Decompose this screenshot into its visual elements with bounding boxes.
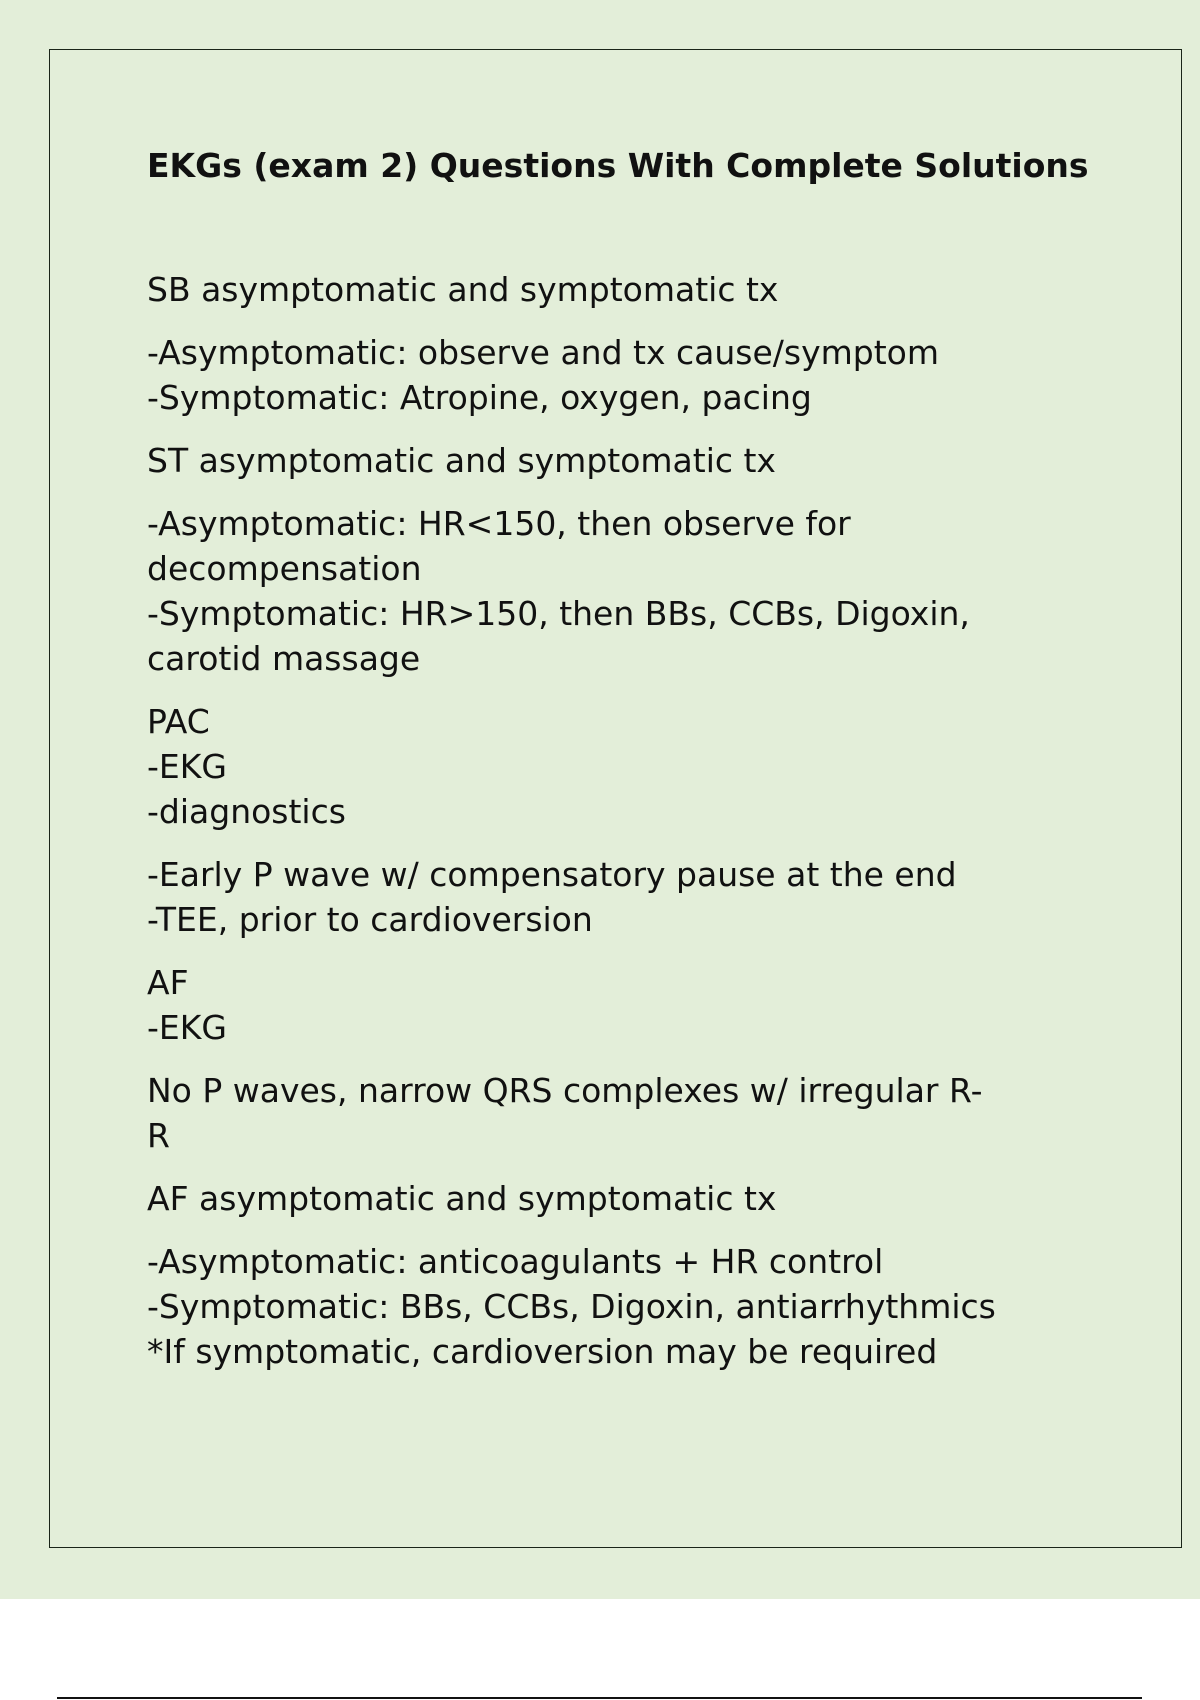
answer-af: No P waves, narrow QRS complexes w/ irregular R- R	[147, 1071, 983, 1155]
answer-af-tx: -Asymptomatic: anticoagulants + HR control -Symptomatic: BBs, CCBs, Digoxin, antiarrhythmics *If symptomatic, cardioversion may be required	[147, 1242, 996, 1371]
document-title: EKGs (exam 2) Questions With Complete Solutions	[147, 146, 1089, 185]
answer-pac: -Early P wave w/ compensatory pause at the end -TEE, prior to cardioversion	[147, 855, 957, 939]
document-content	[147, 143, 1157, 1392]
answer-sb: -Asymptomatic: observe and tx cause/symptom -Symptomatic: Atropine, oxygen, pacing	[147, 333, 939, 417]
question-st: ST asymptomatic and symptomatic tx	[147, 441, 776, 480]
question-af-tx: AF asymptomatic and symptomatic tx	[147, 1179, 777, 1218]
content-card	[49, 49, 1182, 1548]
answer-st: -Asymptomatic: HR<150, then observe for decompensation -Symptomatic: HR>150, then BBs, CCBs, Digoxin, carotid massage	[147, 504, 970, 678]
question-sb: SB asymptomatic and symptomatic tx	[147, 270, 779, 309]
footer-divider	[57, 1697, 1142, 1699]
question-pac: PAC -EKG -diagnostics	[147, 702, 346, 831]
question-af: AF -EKG	[147, 963, 227, 1047]
